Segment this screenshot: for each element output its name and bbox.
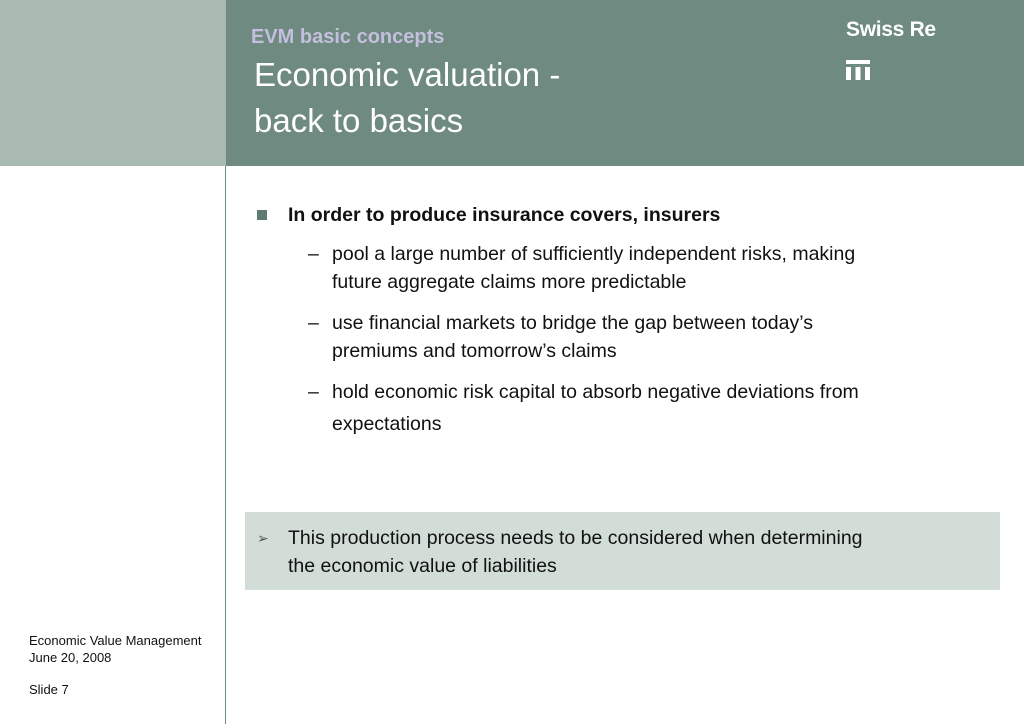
main-bullet [254, 200, 994, 230]
slide-title-line-2: back to basics [254, 102, 464, 139]
swiss-re-emblem-icon [846, 60, 870, 87]
dash-icon: – [308, 243, 319, 265]
footer [29, 632, 201, 698]
sub-bullet-text: premiums and tomorrow’s claims [332, 340, 617, 362]
sub-bullet-text: expectations [332, 413, 442, 435]
vertical-divider [225, 166, 226, 724]
sub-bullet-3 [254, 378, 994, 438]
slide-title [254, 52, 774, 144]
header-left-panel [0, 0, 226, 166]
sub-bullet-text: pool a large number of sufficiently independent risks, making [332, 243, 856, 265]
sub-bullet-text: use financial markets to bridge the gap between today’s [332, 312, 813, 334]
callout-text [288, 524, 993, 580]
arrow-bullet-icon: ➢ [257, 530, 269, 546]
main-bullet-text: In order to produce insurance covers, insurers [288, 204, 721, 226]
section-label: EVM basic concepts [251, 26, 445, 48]
sub-bullet-1 [254, 240, 994, 296]
slide-number: Slide 7 [29, 682, 69, 697]
square-bullet-icon [257, 210, 267, 220]
company-logo-text: Swiss Re [846, 18, 936, 41]
footer-presentation-name: Economic Value Management [29, 633, 202, 648]
dash-icon: – [308, 381, 319, 403]
slide-title-line-1: Economic valuation - [254, 56, 561, 93]
sub-bullet-2 [254, 309, 994, 365]
footer-date: June 20, 2008 [29, 650, 112, 665]
sub-bullet-list [254, 240, 994, 438]
sub-bullet-text: hold economic risk capital to absorb negative deviations from [332, 381, 859, 403]
callout-line-2: the economic value of liabilities [288, 555, 557, 577]
callout-line-1: This production process needs to be considered when determining [288, 527, 863, 549]
sub-bullet-text: future aggregate claims more predictable [332, 271, 687, 293]
callout-box [245, 512, 1000, 590]
dash-icon: – [308, 312, 319, 334]
slide-content [254, 200, 994, 451]
